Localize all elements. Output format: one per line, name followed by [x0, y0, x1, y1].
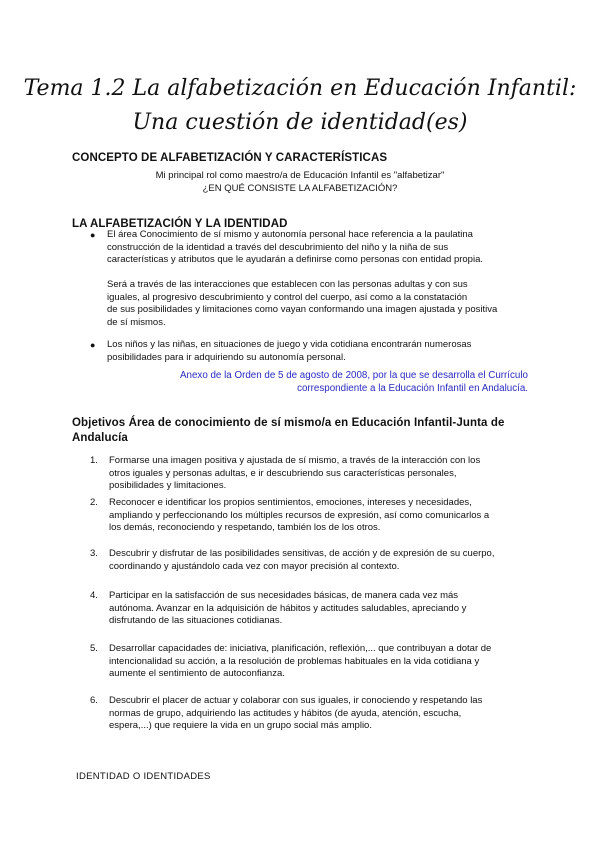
text-line: de sus posibilidades y limitaciones como vayan conformando una imagen ajustada y positiva — [107, 304, 498, 315]
objective-number: 2. — [90, 497, 98, 508]
text-line: autónoma. Avanzar en la adquisición de hábitos y actitudes saludables, apreciando y — [109, 602, 467, 614]
concept-line-1: Mi principal rol como maestro/a de Educación Infantil es "alfabetizar" — [155, 170, 445, 181]
text-line: espera,...) que requiere la vida en un grupo social más amplio. — [109, 720, 372, 731]
annex-reference — [100, 370, 528, 395]
text-line: disfrutando de las situaciones cotidianas. — [109, 615, 283, 626]
objective-number: 5. — [90, 643, 98, 654]
concept-line-2: ¿EN QUÉ CONSISTE LA ALFABETIZACIÓN? — [202, 183, 398, 194]
bullet-1-paragraph-2 — [107, 279, 497, 329]
objective-number: 1. — [90, 455, 98, 466]
objective-number: 6. — [90, 695, 98, 706]
objectives-heading — [72, 416, 504, 446]
concept-heading: CONCEPTO DE ALFABETIZACIÓN Y CARACTERÍSTICAS — [72, 152, 388, 164]
objective-item — [109, 695, 482, 733]
text-line: intencionalidad su acción, a la resolución de problemas habituales en la vida cotidiana y — [109, 655, 480, 667]
objective-item — [109, 643, 491, 681]
text-line: Reconocer e identificar los propios sentimientos, emociones, intereses y necesidades, — [109, 497, 472, 508]
document-title-line-2: Una cuestión de identidad(es) — [132, 110, 468, 135]
text-line: ampliando y perfeccionando los múltiples recursos de expresión, así como comunicarlos a — [109, 509, 490, 521]
text-line: Descubrir el placer de actuar y colaborar con sus iguales, ir conociendo y respetando las — [109, 695, 483, 706]
text-line: Participar en la satisfacción de sus necesidades básicas, de manera cada vez más — [109, 590, 459, 601]
text-line: posibilidades para ir adquiriendo su autonomía personal. — [107, 351, 346, 363]
text-line: construcción de la identidad a través del descubrimiento del niño y la niña de sus — [107, 241, 449, 253]
bullet-2-paragraph — [107, 339, 471, 364]
text-line: iguales, al progresivo descubrimiento y control del cuerpo, así como a la constatación — [107, 291, 468, 303]
text-line: Será a través de las interacciones que establecen con las personas adultas y con sus — [107, 279, 468, 290]
identity-heading: LA ALFABETIZACIÓN Y LA IDENTIDAD — [72, 218, 288, 230]
objective-number: 4. — [90, 590, 98, 601]
document-title-line-1: Tema 1.2 La alfabetización en Educación Infantil: — [23, 76, 577, 101]
bullet-marker: ● — [90, 340, 96, 350]
text-line: Formarse una imagen positiva y ajustada de sí mismo, a través de la interacción con los — [109, 455, 481, 466]
text-line: características y atributos que le ayudarán a definirse como personas con entidad propia. — [107, 254, 483, 265]
text-line: correspondiente a la Educación Infantil en Andalucía. — [297, 382, 528, 394]
objective-item — [109, 590, 466, 628]
text-line: los demás, reconociendo y respetando, también los de los otros. — [109, 522, 381, 533]
text-line: Los niños y las niñas, en situaciones de juego y vida cotidiana encontrarán numerosas — [107, 339, 472, 350]
text-line: Descubrir y disfrutar de las posibilidades sensitivas, de acción y de expresión de su cuerpo, — [109, 548, 495, 559]
text-line: normas de grupo, adquiriendo las actitudes y hábitos (de ayuda, atención, escucha, — [109, 707, 462, 719]
objective-item — [109, 497, 489, 535]
text-line: de sí mismos. — [107, 316, 166, 328]
text-line: El área Conocimiento de sí mismo y autonomía personal hace referencia a la paulatina — [107, 229, 473, 240]
text-line: Andalucía — [72, 432, 128, 444]
bullet-1-paragraph — [107, 229, 483, 267]
text-line: Objetivos Área de conocimiento de sí mismo/a en Educación Infantil-Junta de — [72, 417, 505, 429]
text-line: Desarrollar capacidades de: iniciativa, planificación, reflexión,... que contribuyan a dotar de — [109, 643, 492, 654]
text-line: coordinando y ajustándolo cada vez con mayor precisión al contexto. — [109, 560, 400, 572]
text-line: aumente el sentimiento de autoconfianza. — [109, 668, 285, 679]
bullet-marker: ● — [90, 230, 96, 240]
objective-item — [109, 548, 494, 573]
objective-number: 3. — [90, 548, 98, 559]
objective-item — [109, 455, 480, 493]
text-line: Anexo de la Orden de 5 de agosto de 2008, por la que se desarrolla el Currículo — [179, 370, 528, 381]
identity-footer-heading: IDENTIDAD O IDENTIDADES — [76, 771, 211, 782]
text-line: posibilidades y limitaciones. — [109, 480, 227, 491]
text-line: otros iguales y personas adultas, e ir descubriendo sus características personales, — [109, 467, 457, 479]
